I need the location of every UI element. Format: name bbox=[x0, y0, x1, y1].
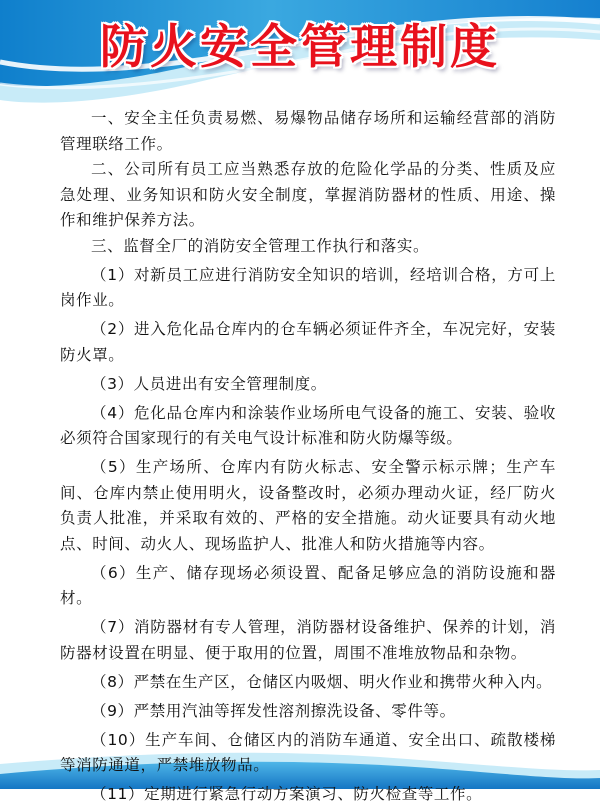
paragraph-1: 一、安全主任负责易燃、易爆物品储存场所和运输经营部的消防管理联络工作。 bbox=[60, 109, 556, 153]
regulation-text bbox=[60, 106, 556, 808]
clause-1: （1）对新员工应进行消防安全知识的培训，经培训合格，方可上岗作业。 bbox=[60, 265, 556, 309]
clause-8: （8）严禁在生产区，仓储区内吸烟、明火作业和携带火种入内。 bbox=[91, 672, 553, 691]
paragraph-3: 三、监督全厂的消防安全管理工作执行和落实。 bbox=[91, 236, 430, 255]
clause-9: （9）严禁用汽油等挥发性溶剂擦洗设备、零件等。 bbox=[91, 701, 456, 720]
clause-6: （6）生产、储存现场必须设置、配备足够应急的消防设施和器材。 bbox=[60, 563, 556, 607]
clause-4: （4）危化品仓库内和涂装作业场所电气设备的施工、安装、验收必须符合国家现行的有关电气设计标准和防火防爆等级。 bbox=[60, 403, 556, 447]
clause-7: （7）消防器材有专人管理，消防器材设备维护、保养的计划，消防器材设置在明显、便于取用的位置，周围不准堆放物品和杂物。 bbox=[60, 618, 556, 662]
clause-11: （11）定期进行紧急行动方案演习、防火检查等工作。 bbox=[91, 785, 483, 803]
clause-2: （2）进入危化品仓库内的仓车辆必须证件齐全，车况完好，安装防火罩。 bbox=[60, 320, 556, 364]
clause-3: （3）人员进出有安全管理制度。 bbox=[91, 374, 327, 393]
clause-10: （10）生产车间、仓储区内的消防车通道、安全出口、疏散楼梯等消防通道，严禁堆放物品。 bbox=[60, 730, 556, 774]
clause-5: （5）生产场所、仓库内有防火标志、安全警示标示牌；生产车间、仓库内禁止使用明火，设备整改时，必须办理动火证，经厂防火负责人批准，并采取有效的、严格的安全措施。动火证要具有动火地点、时间、动火人、现场监护人、批准人和防火措施等内容。 bbox=[60, 458, 556, 553]
page-title: 防火安全管理制度 bbox=[100, 20, 500, 75]
paragraph-2: 二、公司所有员工应当熟悉存放的危险化学品的分类、性质及应急处理、业务知识和防火安全制度，掌握消防器材的性质、用途、操作和维护保养方法。 bbox=[60, 160, 556, 229]
